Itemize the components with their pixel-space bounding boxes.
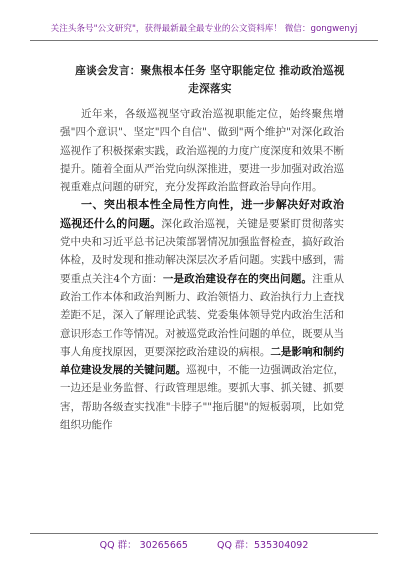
section-1-heading: 一、突出根本性全局性方向性，进一步解决好对政治巡视还什么的问题。 <box>60 198 344 230</box>
header-divider <box>30 40 378 41</box>
document-title <box>52 62 368 98</box>
contact-footer <box>0 537 408 551</box>
title-line-2: 走深落实 <box>188 83 232 95</box>
section-1-text-a: 深化政治巡视，关键是要紧盯贯彻落实党中央和习近平总书记决策部署情况加强监督检查，搞好政治体检，及时发现和推动解决深层次矛盾问题。实践中感到，需要重点关注4个方面： <box>60 217 345 285</box>
paragraph-intro: 近年来，各级巡视坚守政治巡视职能定位，始终聚焦增强"四个意识"、坚定"四个自信"、做到"两个维护"对深化政治巡视作了积极探索实践，政治巡视的力度广度深度和效果不断提升。随着全面从严治党向纵深推进，要进一步加强对政治巡视重难点问题的研究，充分发挥政治监督政治导向作用。 <box>60 108 344 194</box>
footer-divider <box>30 533 378 534</box>
qq-group-2: QQ 群：535304092 <box>217 540 309 551</box>
qq-group-1: QQ 群： 30265665 <box>99 540 188 551</box>
paragraph-section-1 <box>60 196 344 434</box>
point-2-heading: 二是影响和制约单位建设发展的关键问题。 <box>60 345 345 377</box>
title-line-1: 座谈会发言：聚焦根本任务 坚守职能定位 推动政治巡视 <box>75 65 345 77</box>
promo-banner: 关注头条号"公文研究"，获得最新最全最专业的公文资料库！ 微信：gongwenyj <box>50 24 358 34</box>
section-1-text-b: 注重从政治工作本体和政治判断力、政治领悟力、政治执行力上查找差距不足，深入了解理论武装、党委集体领导党内政治生活和意识形态工作等情况。对被巡党政治性问题的单位，既要从当事人角度找原因，更要深挖政治建设的病根。 <box>60 272 345 358</box>
document-body <box>60 105 344 434</box>
section-1-text-c: 巡视中，不能一边强调政治定位，一边还是业务监督、行政管理思维。要抓大事、抓关键、抓要害，帮助各级查实找准"卡脖子""拖后腿"的短板弱项，比如党组织功能作 <box>60 364 345 432</box>
point-1-heading: 一是政治建设存在的突出问题。 <box>162 272 313 285</box>
